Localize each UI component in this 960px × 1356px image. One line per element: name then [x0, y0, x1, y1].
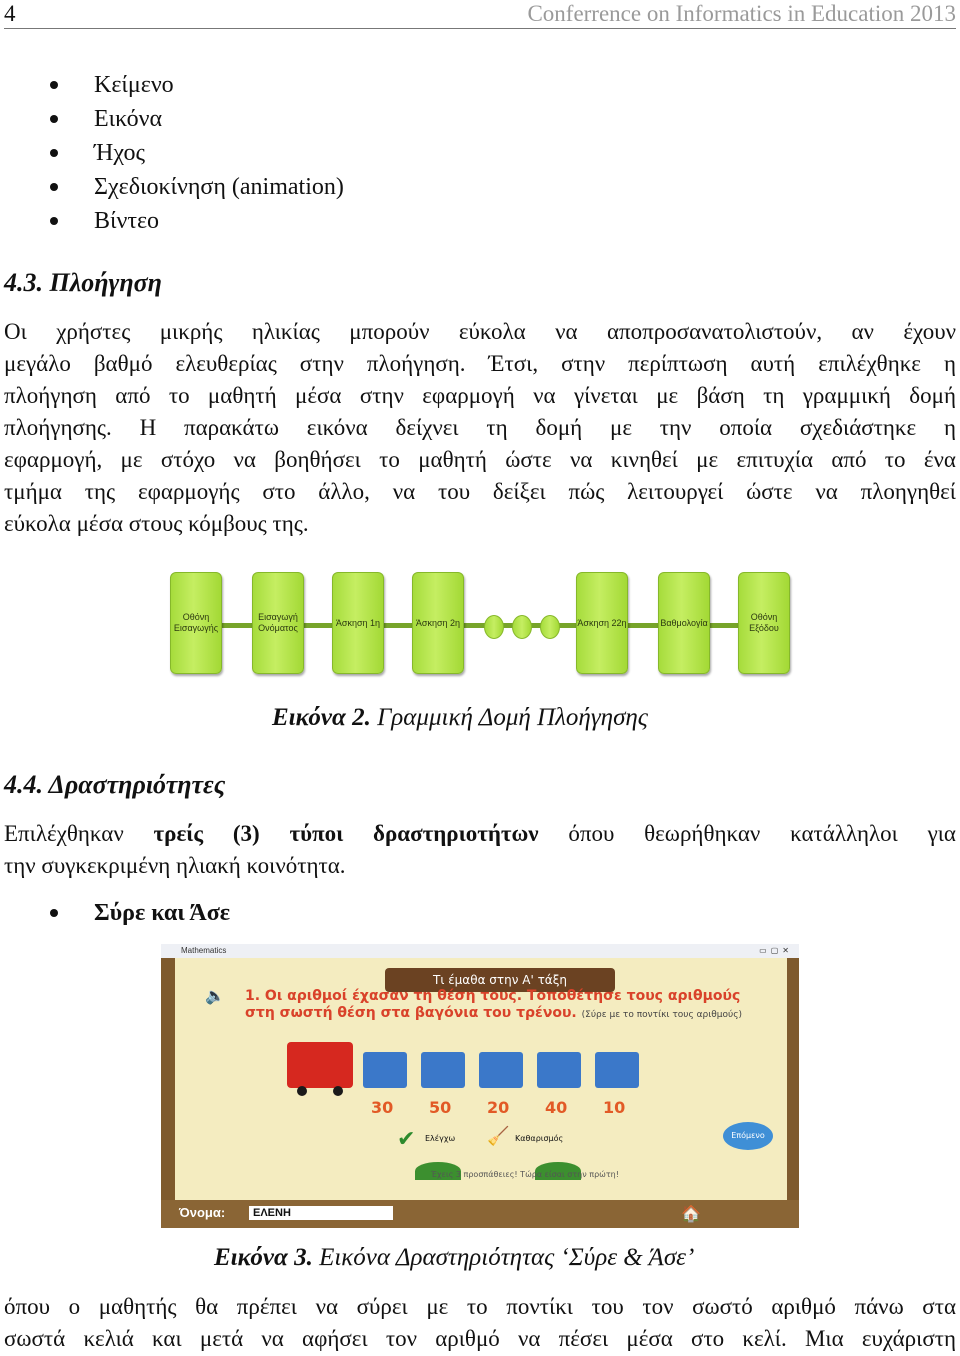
media-list [50, 68, 344, 238]
list-item: Βίντεο [50, 204, 344, 238]
draggable-number[interactable]: 30 [371, 1098, 394, 1117]
check-icon[interactable]: ✔ [397, 1126, 416, 1151]
draggable-number[interactable]: 50 [429, 1098, 452, 1117]
paragraph-line: Επιλέχθηκαν τρείς (3) τύποι δραστηριοτήτων όπου θεωρήθηκαν κατάλληλοι για [4, 821, 956, 846]
paragraph-line: εφαρμογή, με στόχο να βοηθήσει το μαθητή ώστε να κινηθεί με επιτυχία από το ένα [4, 447, 956, 472]
broom-icon[interactable]: 🧹 [487, 1126, 510, 1146]
train-wagon[interactable] [479, 1052, 523, 1088]
wheel-icon [333, 1086, 343, 1096]
game-banner: Τι έμαθα στην Α' τάξη [385, 968, 615, 992]
check-button-label[interactable]: Ελέγχω [425, 1134, 456, 1143]
wheel-icon [297, 1086, 307, 1096]
paragraph-line: εύκολα μέσα στους κόμβους της. [4, 511, 309, 536]
name-bar [161, 1200, 799, 1228]
node-name-entry: Εισαγωγή Ονόματος [252, 572, 304, 674]
page-header [4, 0, 956, 29]
paragraph-line: μεγάλο βαθμό ελευθερίας στην πλοήγηση. Έτσι, στην περίπτωση αυτή επιλέχθηκε η [4, 351, 956, 376]
navigation-paragraph [4, 316, 956, 540]
draggable-number[interactable]: 40 [545, 1098, 568, 1117]
list-item: Εικόνα [50, 102, 344, 136]
ellipsis-dot [540, 615, 560, 639]
paragraph-line: πλοήγηση από το μαθητή μέσα στην εφαρμογή να γίνεται με βάση τη γραμμική δομή [4, 383, 956, 408]
name-label: Όνομα: [179, 1205, 226, 1220]
ellipsis-dot [512, 615, 532, 639]
draggable-number[interactable]: 10 [603, 1098, 626, 1117]
node-exit-screen: Οθόνη Εξόδου [738, 572, 790, 674]
node-exercise-22: Άσκηση 22η [576, 572, 628, 674]
name-field: ΕΛΕΝΗ [249, 1206, 393, 1220]
closing-paragraph [4, 1291, 956, 1355]
train-wagon[interactable] [363, 1052, 407, 1088]
figure-2-caption: Εικόνα 2. Γραμμική Δομή Πλοήγησης [272, 704, 648, 731]
paragraph-line: την συγκεκριμένη ηλιακή κοινότητα. [4, 853, 346, 878]
paragraph-line: σωστά κελιά και μετά να αφήσει τον αριθμό να πέσει μέσα στο κελί. Μια ευχάριστη [4, 1326, 956, 1351]
window-titlebar: Mathematics ▭▢✕ [161, 944, 799, 958]
figure-3-caption: Εικόνα 3. Εικόνα Δραστηριότητας ‘Σύρε & Άσε’ [214, 1244, 695, 1271]
node-exercise-2: Άσκηση 2η [412, 572, 464, 674]
draggable-number[interactable]: 20 [487, 1098, 510, 1117]
train-engine-icon [287, 1042, 353, 1088]
section-heading-activities: 4.4. Δραστηριότητες [4, 770, 226, 799]
window-controls-icon: ▭▢✕ [759, 946, 793, 955]
list-item: Κείμενο [50, 68, 344, 102]
game-instruction: 1. Οι αριθμοί έχασαν τη θέση τους. Τοποθέτησε τους αριθμούς στη σωστή θέση στα βαγόνια του τρένου. (Σύρε με το ποντίκι τους αριθμούς) [245, 988, 743, 1021]
node-intro-screen: Οθόνη Εισαγωγής [170, 572, 222, 674]
train-wagon[interactable] [421, 1052, 465, 1088]
activities-paragraph [4, 818, 956, 882]
paragraph-line: όπου ο μαθητής θα πρέπει να σύρει με το ποντίκι του τον σωστό αριθμό πάνω στα [4, 1294, 956, 1319]
next-button[interactable]: Επόμενο [723, 1122, 773, 1150]
node-score: Βαθμολογία [658, 572, 710, 674]
page-number: 4 [4, 1, 16, 26]
house-icon[interactable]: 🏠 [681, 1206, 701, 1223]
clear-button-label[interactable]: Καθαρισμός [515, 1134, 564, 1143]
attempts-message: Έχεις 3 προσπάθειες! Τώρα είσαι στην πρώτη! [431, 1170, 619, 1179]
node-exercise-1: Άσκηση 1η [332, 572, 384, 674]
drag-drop-activity-screenshot [161, 944, 799, 1228]
ellipsis-dot [484, 615, 504, 639]
paragraph-line: Οι χρήστες μικρής ηλικίας μπορούν εύκολα να αποπροσανατολιστούν, αν έχουν [4, 319, 956, 344]
list-item: Ήχος [50, 136, 344, 170]
list-item: Σχεδιοκίνηση (animation) [50, 170, 344, 204]
train-wagon[interactable] [595, 1052, 639, 1088]
speaker-icon: 🔈 [205, 988, 225, 1005]
list-item: Σύρε και Άσε [50, 896, 230, 930]
navigation-diagram [168, 570, 793, 678]
game-board [175, 958, 787, 1200]
activity-list [50, 896, 230, 930]
section-heading-navigation: 4.3. Πλοήγηση [4, 268, 162, 297]
paragraph-line: τμήμα της εφαρμογής στο άλλο, να του δείξει πώς λειτουργεί ώστε να πλοηγηθεί [4, 479, 956, 504]
paragraph-line: πλοήγησης. Η παρακάτω εικόνα δείχνει τη δομή με την οποία σχεδιάστηκε η [4, 415, 956, 440]
running-title: Conferrence on Informatics in Education 2013 [527, 1, 956, 26]
train-wagon[interactable] [537, 1052, 581, 1088]
